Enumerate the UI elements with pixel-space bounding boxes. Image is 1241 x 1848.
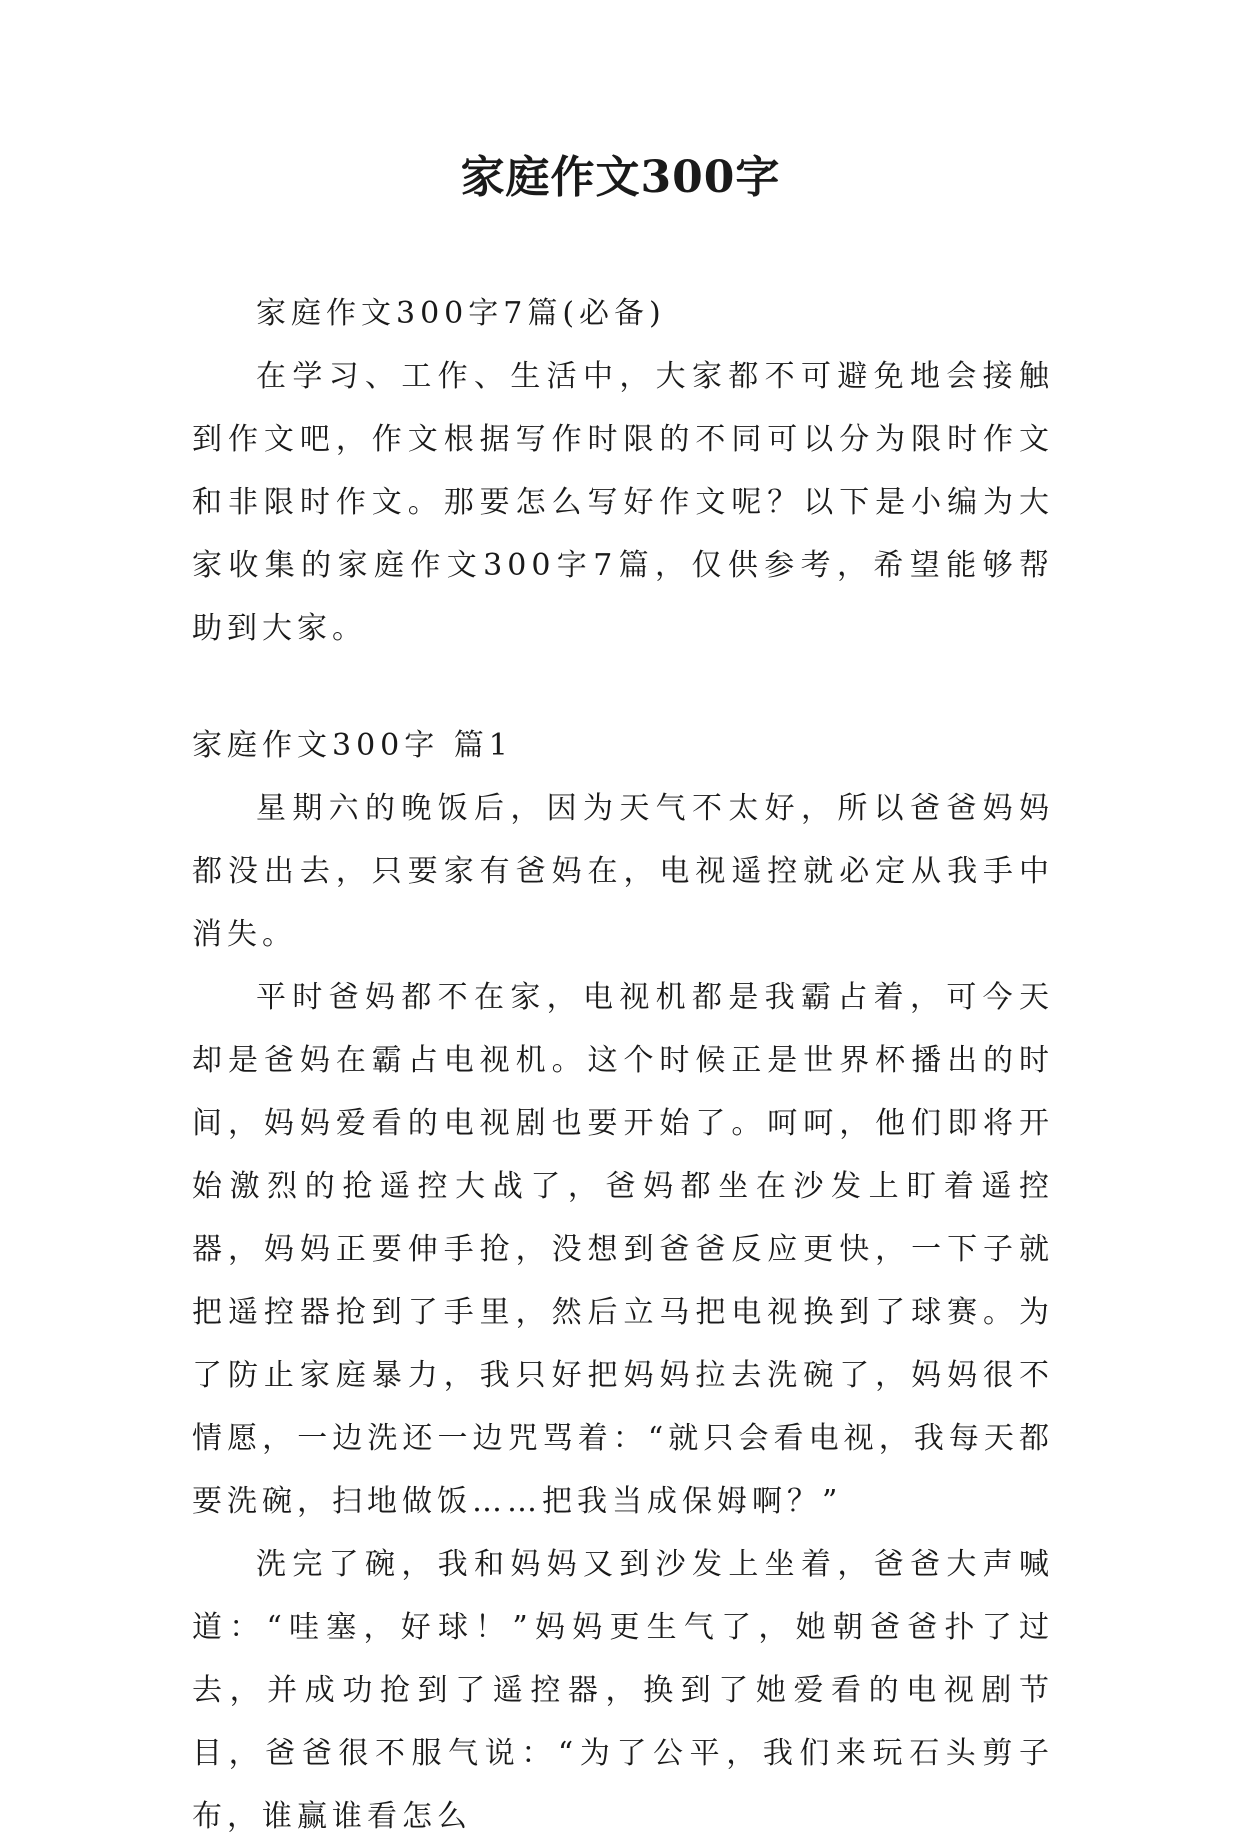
document-body xyxy=(192,282,1054,1848)
body-paragraph: 星期六的晚饭后，因为天气不太好，所以爸爸妈妈都没出去，只要家有爸妈在，电视遥控就必定从我手中消失。 xyxy=(192,791,1054,952)
intro-paragraph: 在学习、工作、生活中，大家都不可避免地会接触到作文吧，作文根据写作时限的不同可以分为限时作文和非限时作文。那要怎么写好作文呢？以下是小编为大家收集的家庭作文300字7篇，仅供参考，希望能够帮助到大家。 xyxy=(192,359,1054,646)
document-subtitle: 家庭作文300字7篇(必备) xyxy=(256,296,666,331)
body-paragraph: 洗完了碗，我和妈妈又到沙发上坐着，爸爸大声喊道：“哇塞，好球！”妈妈更生气了，她朝爸爸扑了过去，并成功抢到了遥控器，换到了她爱看的电视剧节目，爸爸很不服气说：“为了公平，我们来玩石头剪子布，谁赢谁看怎么 xyxy=(192,1547,1054,1834)
document-title: 家庭作文300字 xyxy=(460,152,781,203)
section-heading: 家庭作文300字 篇1 xyxy=(192,728,513,763)
body-paragraph: 平时爸妈都不在家，电视机都是我霸占着，可今天却是爸妈在霸占电视机。这个时候正是世界杯播出的时间，妈妈爱看的电视剧也要开始了。呵呵，他们即将开始激烈的抢遥控大战了，爸妈都坐在沙发上盯着遥控器，妈妈正要伸手抢，没想到爸爸反应更快，一下子就把遥控器抢到了手里，然后立马把电视换到了球赛。为了防止家庭暴力，我只好把妈妈拉去洗碗了，妈妈很不情愿，一边洗还一边咒骂着：“就只会看电视，我每天都要洗碗，扫地做饭……把我当成保姆啊？” xyxy=(192,980,1054,1519)
